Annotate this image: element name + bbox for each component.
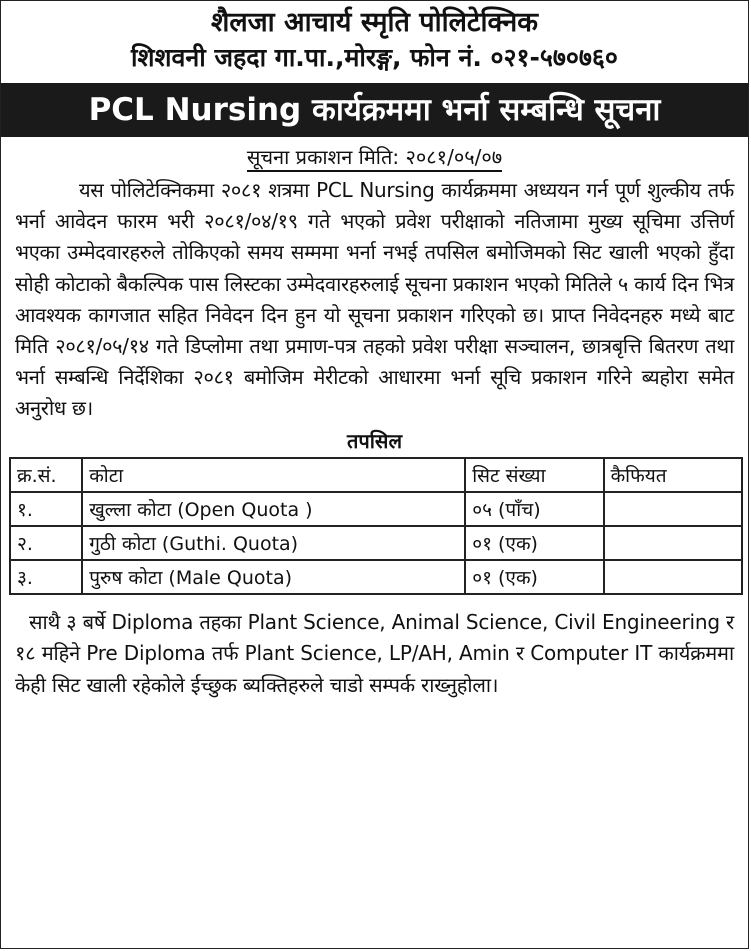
row-remarks <box>604 526 742 560</box>
footer-note: साथै ३ बर्षे Diploma तहका Plant Science, Animal Science, Civil Engineering र १८ महिने Pre Diploma तर्फ Plant Science, LP/AH, Amin र Computer IT कार्यक्रममा केही सिट खाली रहेकोले ईच्छुक ब्यक्तिहरुले चाडो सम्पर्क राख्नुहोला। <box>15 609 734 697</box>
header-seat-count: सिट संख्या <box>465 458 603 492</box>
publication-date-text: सूचना प्रकाशन मिति: २०८१/०५/०७ <box>247 145 502 172</box>
row-serial-number: ३. <box>10 560 82 594</box>
row-seat-count: ०५ (पाँच) <box>465 492 603 526</box>
header-serial-number: क्र.सं. <box>10 458 82 492</box>
organization-name: शैलजा आचार्य स्मृति पोलिटेक्निक <box>210 7 539 38</box>
header-remarks: कैफियत <box>604 458 742 492</box>
row-seat-count: ०१ (एक) <box>465 526 603 560</box>
table-row <box>10 492 742 526</box>
row-quota: गुठी कोटा (Guthi. Quota) <box>82 526 465 560</box>
table-row <box>10 560 742 594</box>
table-header-row <box>10 458 742 492</box>
row-serial-number: २. <box>10 526 82 560</box>
notice-title-banner: PCL Nursing कार्यक्रममा भर्ना सम्बन्धि सूचना <box>1 83 748 137</box>
seat-quota-table <box>9 457 743 595</box>
details-heading: तपसिल <box>346 428 403 453</box>
header-quota: कोटा <box>82 458 465 492</box>
row-quota: पुरुष कोटा (Male Quota) <box>82 560 465 594</box>
row-seat-count: ०१ (एक) <box>465 560 603 594</box>
organization-address-phone: शिशवनी जहदा गा.पा.,मोरङ्ग, फोन नं. ०२१-५७०७६० <box>131 43 618 72</box>
row-remarks <box>604 560 742 594</box>
row-quota: खुल्ला कोटा (Open Quota ) <box>82 492 465 526</box>
table-row <box>10 526 742 560</box>
notice-body: यस पोलिटेक्निकमा २०८१ शत्रमा PCL Nursing कार्यक्रममा अध्ययन गर्न पूर्ण शुल्कीय तर्फ भर्ना आवेदन फारम भरी २०८१/०४/१९ गते भएको प्रवेश परीक्षाको नतिजामा मुख्य सूचिमा उत्तिर्ण भएका उम्मेदवारहरुले तोकिएको समय सम्ममा भर्ना नभई तपसिल बमोजिमको सिट खाली भएको हुँदा सोही कोटाको बैकल्पिक पास लिस्टका उम्मेदवारहरुलाई सूचना प्रकाशन भएको मितिले ५ कार्य दिन भित्र आवश्यक कागजात सहित निवेदन दिन हुन यो सूचना प्रकाशन गरिएको छ। प्राप्त निवेदनहरु मध्ये बाट मिति २०८१/०५/१४ गते डिप्लोमा तथा प्रमाण-पत्र तहको प्रवेश परीक्षा सञ्चालन, छात्रबृत्ति बितरण तथा भर्ना सम्बन्धि निर्देशिका २०८१ बमोजिम मेरीटको आधारमा भर्ना सूचि प्रकाशन गरिने ब्यहोरा समेत अनुरोध छ। <box>15 178 734 421</box>
row-serial-number: १. <box>10 492 82 526</box>
row-remarks <box>604 492 742 526</box>
publication-date <box>1 143 748 171</box>
